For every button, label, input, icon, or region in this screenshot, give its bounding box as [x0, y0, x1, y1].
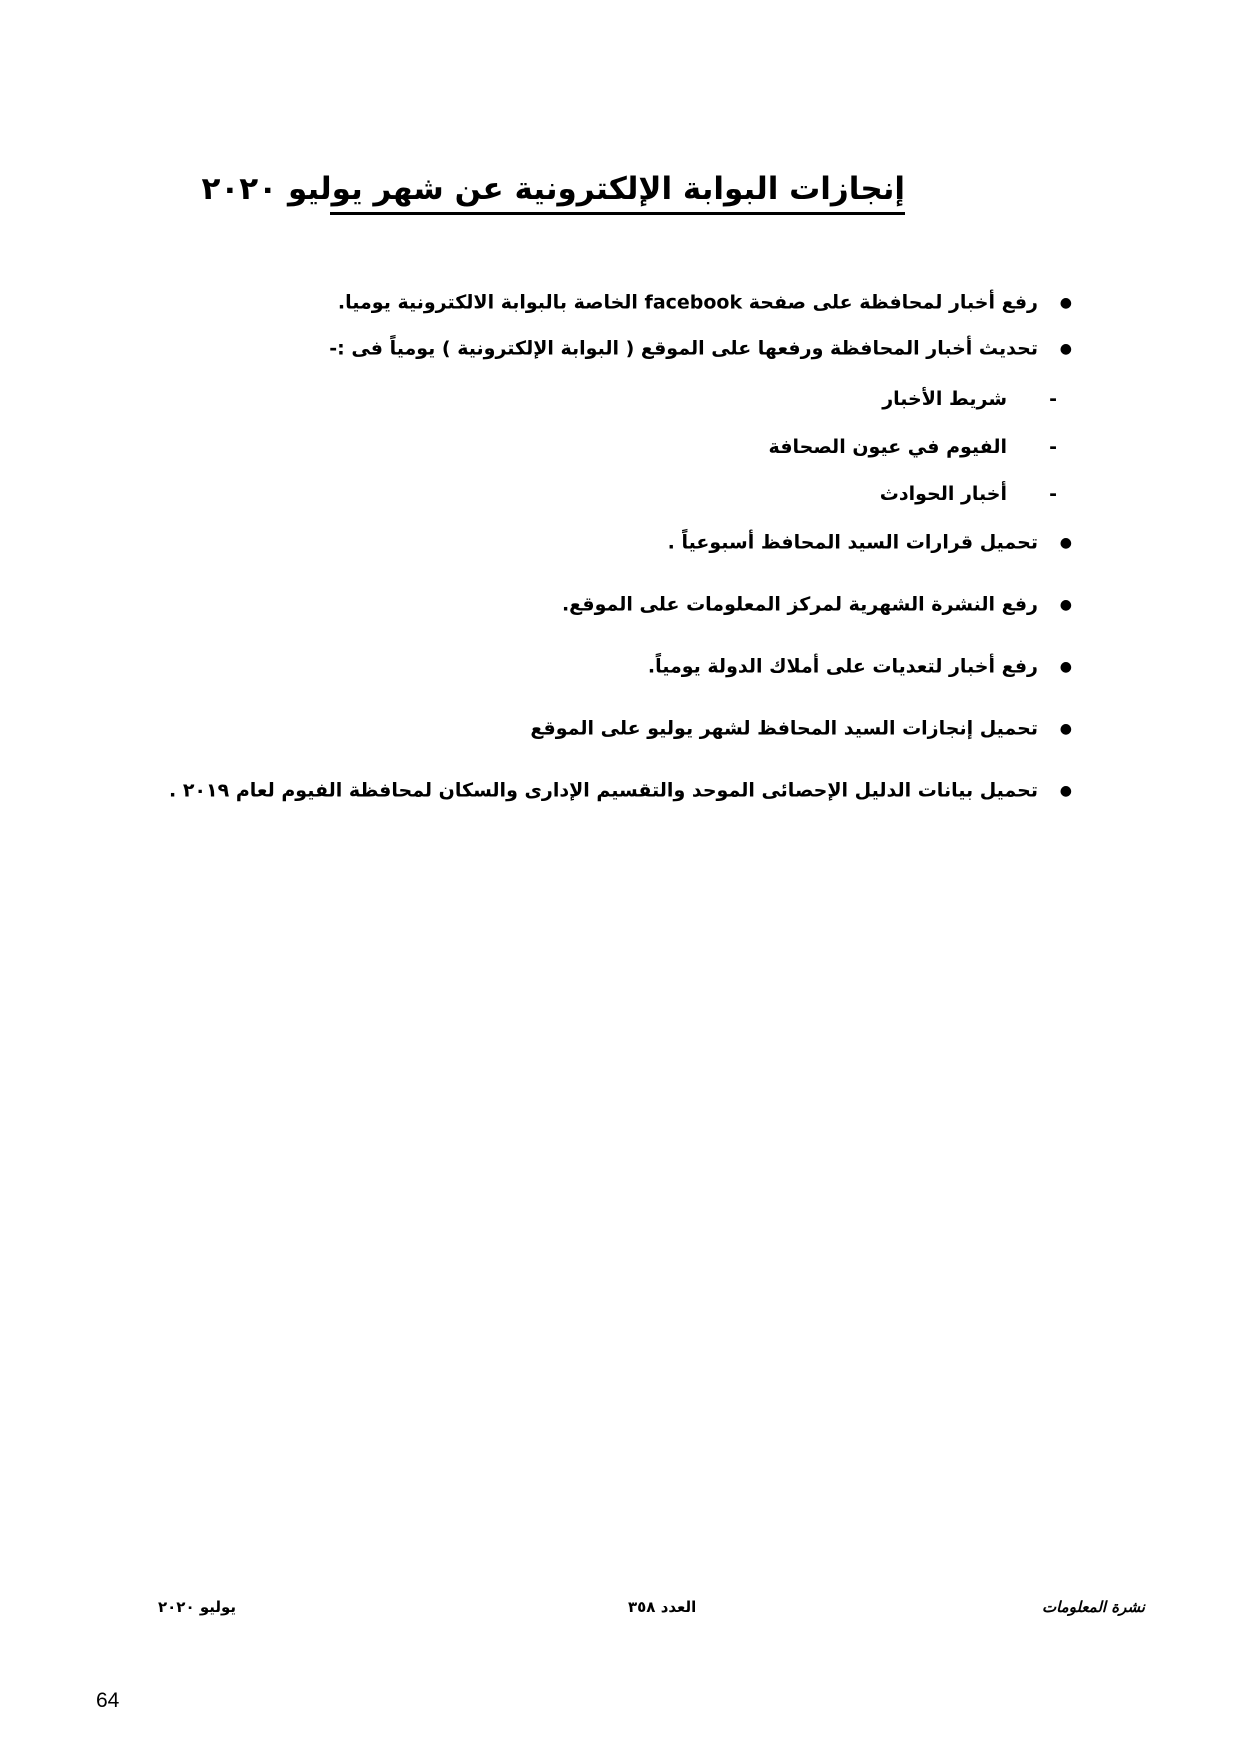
- list-item: [648, 651, 1072, 682]
- sub-list-item: [880, 479, 1057, 509]
- list-item: [329, 333, 1072, 364]
- bullet-icon: ●: [1059, 294, 1072, 311]
- list-item: [668, 527, 1072, 558]
- page-number: 64: [96, 1689, 120, 1712]
- list-item-text: رفع أخبار لمحافظة على صفحة facebook الخاصة بالبوابة الالكترونية يوميا.: [337, 291, 1038, 314]
- list-item: [338, 287, 1072, 318]
- sub-list-item: [882, 384, 1057, 414]
- list-item: [562, 589, 1072, 620]
- list-item-text: تحميل بيانات الدليل الإحصائى الموحد والتقسيم الإدارى والسكان لمحافظة الفيوم لعام ٢٠١٩ .: [168, 779, 1038, 802]
- footer-publication-name: نشرة المعلومات: [1041, 1598, 1145, 1616]
- bullet-icon: ●: [1059, 720, 1072, 737]
- list-item-text: رفع أخبار لتعديات على أملاك الدولة يومياً.: [647, 655, 1038, 678]
- list-item: [530, 713, 1072, 744]
- dash-icon: -: [1049, 483, 1057, 505]
- footer-date: يوليو ٢٠٢٠: [158, 1598, 237, 1616]
- list-item-text: رفع النشرة الشهرية لمركز المعلومات على الموقع.: [561, 593, 1038, 616]
- dash-icon: -: [1049, 436, 1057, 458]
- bullet-icon: ●: [1059, 596, 1072, 613]
- page-title: إنجازات البوابة الإلكترونية عن شهر يوليو ٢٠٢٠: [330, 168, 905, 215]
- sub-list-item-text: شريط الأخبار: [882, 388, 1007, 410]
- sub-list-item-text: أخبار الحوادث: [879, 483, 1007, 505]
- list-item: [169, 775, 1072, 806]
- dash-icon: -: [1049, 388, 1057, 410]
- list-item-text: تحديث أخبار المحافظة ورفعها على الموقع ( البوابة الإلكترونية ) يومياً فى :-: [329, 337, 1038, 360]
- list-item-text: تحميل قرارات السيد المحافظ أسبوعياً .: [667, 531, 1038, 554]
- list-item-text: تحميل إنجازات السيد المحافظ لشهر يوليو على الموقع: [530, 717, 1038, 740]
- bullet-icon: ●: [1059, 534, 1072, 551]
- sub-list-item-text: الفيوم في عيون الصحافة: [768, 436, 1007, 458]
- bullet-icon: ●: [1059, 658, 1072, 675]
- bullet-icon: ●: [1059, 340, 1072, 357]
- footer-issue-number: العدد ٣٥٨: [628, 1598, 697, 1616]
- sub-list-item: [769, 432, 1057, 462]
- bullet-icon: ●: [1059, 782, 1072, 799]
